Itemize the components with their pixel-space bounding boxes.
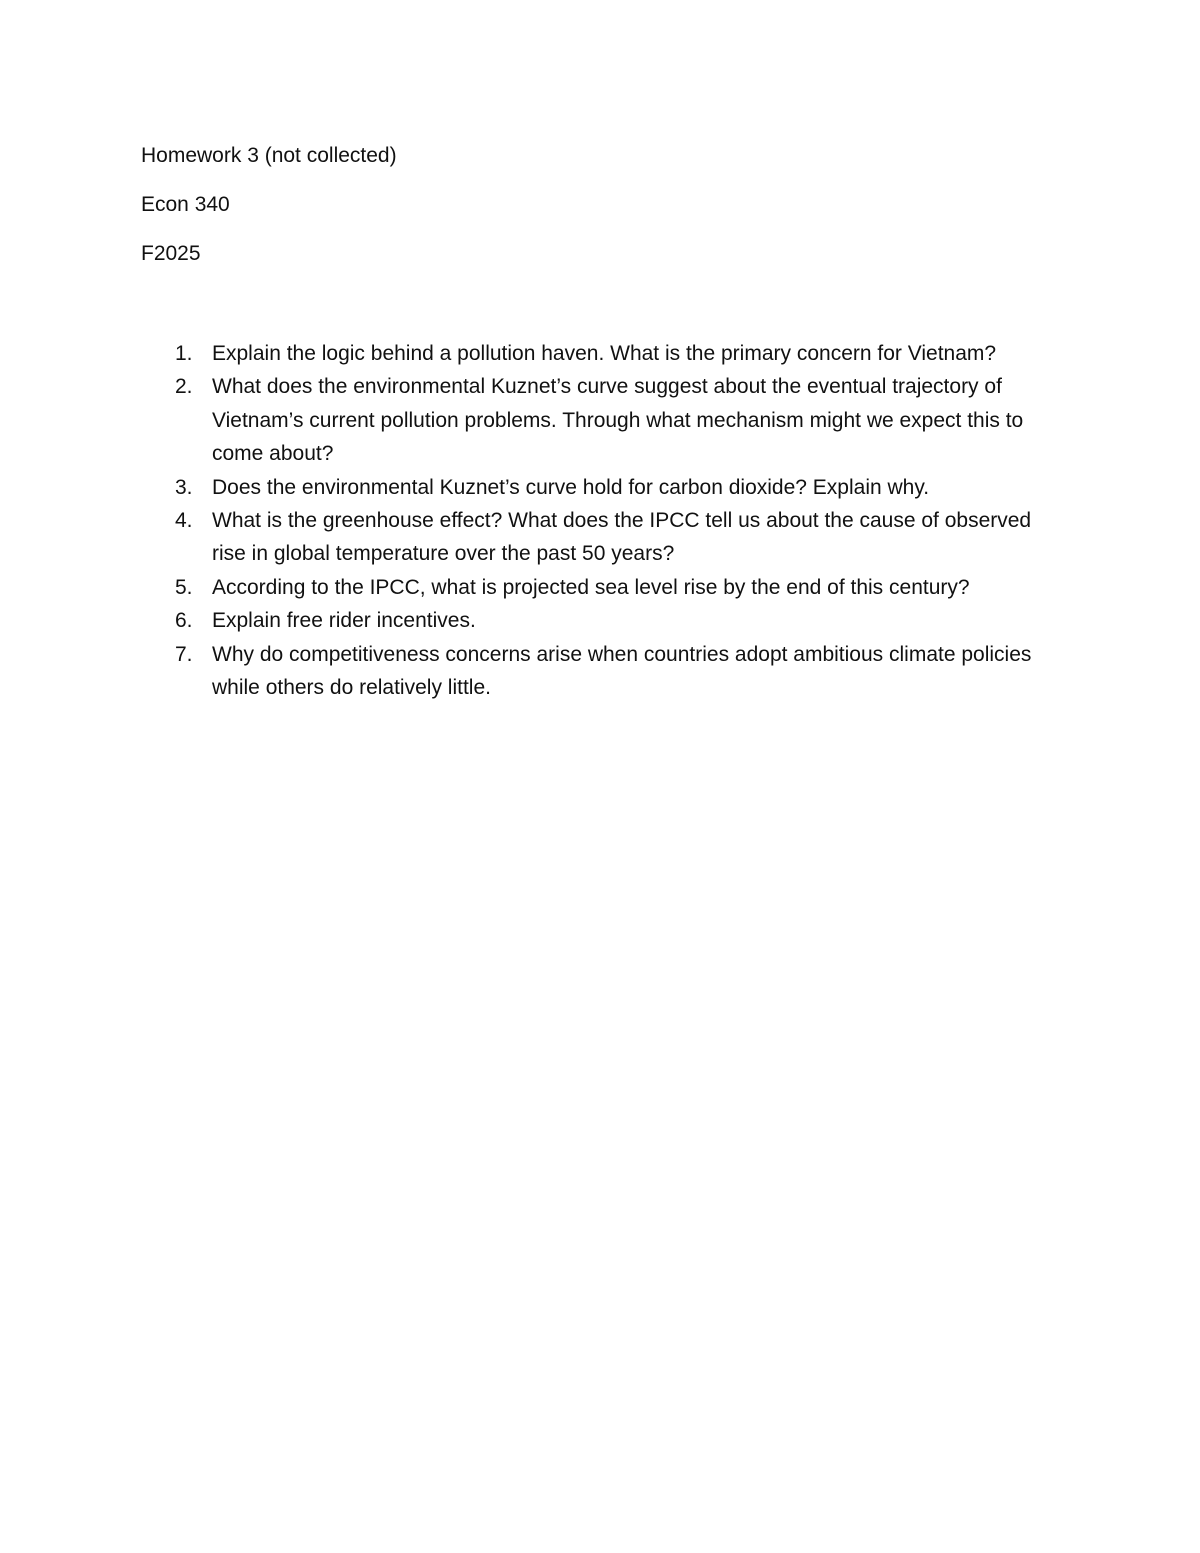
question-text: Explain free rider incentives. bbox=[212, 609, 476, 633]
question-number: 4. bbox=[175, 509, 193, 533]
question-text: According to the IPCC, what is projected sea level rise by the end of this century? bbox=[212, 575, 970, 599]
question-number: 6. bbox=[175, 609, 193, 633]
question-number: 7. bbox=[175, 642, 193, 666]
question-number: 1. bbox=[175, 342, 193, 365]
question-text: What does the environmental Kuznet’s curve suggest about the eventual trajectory of Vietnam’s current pollution problems. Through what mechanism might we expect this to come about? bbox=[212, 375, 1024, 466]
term-label: F2025 bbox=[141, 242, 201, 265]
question-text: Explain the logic behind a pollution haven. What is the primary concern for Vietnam? bbox=[212, 342, 997, 365]
question-item-3 bbox=[0, 471, 1052, 504]
question-list bbox=[0, 337, 1200, 704]
question-item-7 bbox=[0, 638, 1052, 705]
question-number: 5. bbox=[175, 575, 193, 599]
question-number: 3. bbox=[175, 475, 193, 499]
question-item-5 bbox=[0, 571, 1052, 604]
question-item-2 bbox=[0, 370, 1052, 470]
question-number: 2. bbox=[175, 375, 193, 399]
question-text: Does the environmental Kuznet’s curve hold for carbon dioxide? Explain why. bbox=[212, 475, 930, 499]
question-text: What is the greenhouse effect? What does the IPCC tell us about the cause of observed rise in global temperature over the past 50 years? bbox=[212, 509, 1032, 566]
course-name: Econ 340 bbox=[141, 193, 230, 216]
question-text: Why do competitiveness concerns arise when countries adopt ambitious climate policies while others do relatively little. bbox=[212, 642, 1032, 700]
question-item-1 bbox=[0, 337, 1052, 370]
question-item-4 bbox=[0, 504, 1052, 571]
homework-title: Homework 3 (not collected) bbox=[141, 144, 397, 167]
question-item-6 bbox=[0, 604, 1052, 637]
